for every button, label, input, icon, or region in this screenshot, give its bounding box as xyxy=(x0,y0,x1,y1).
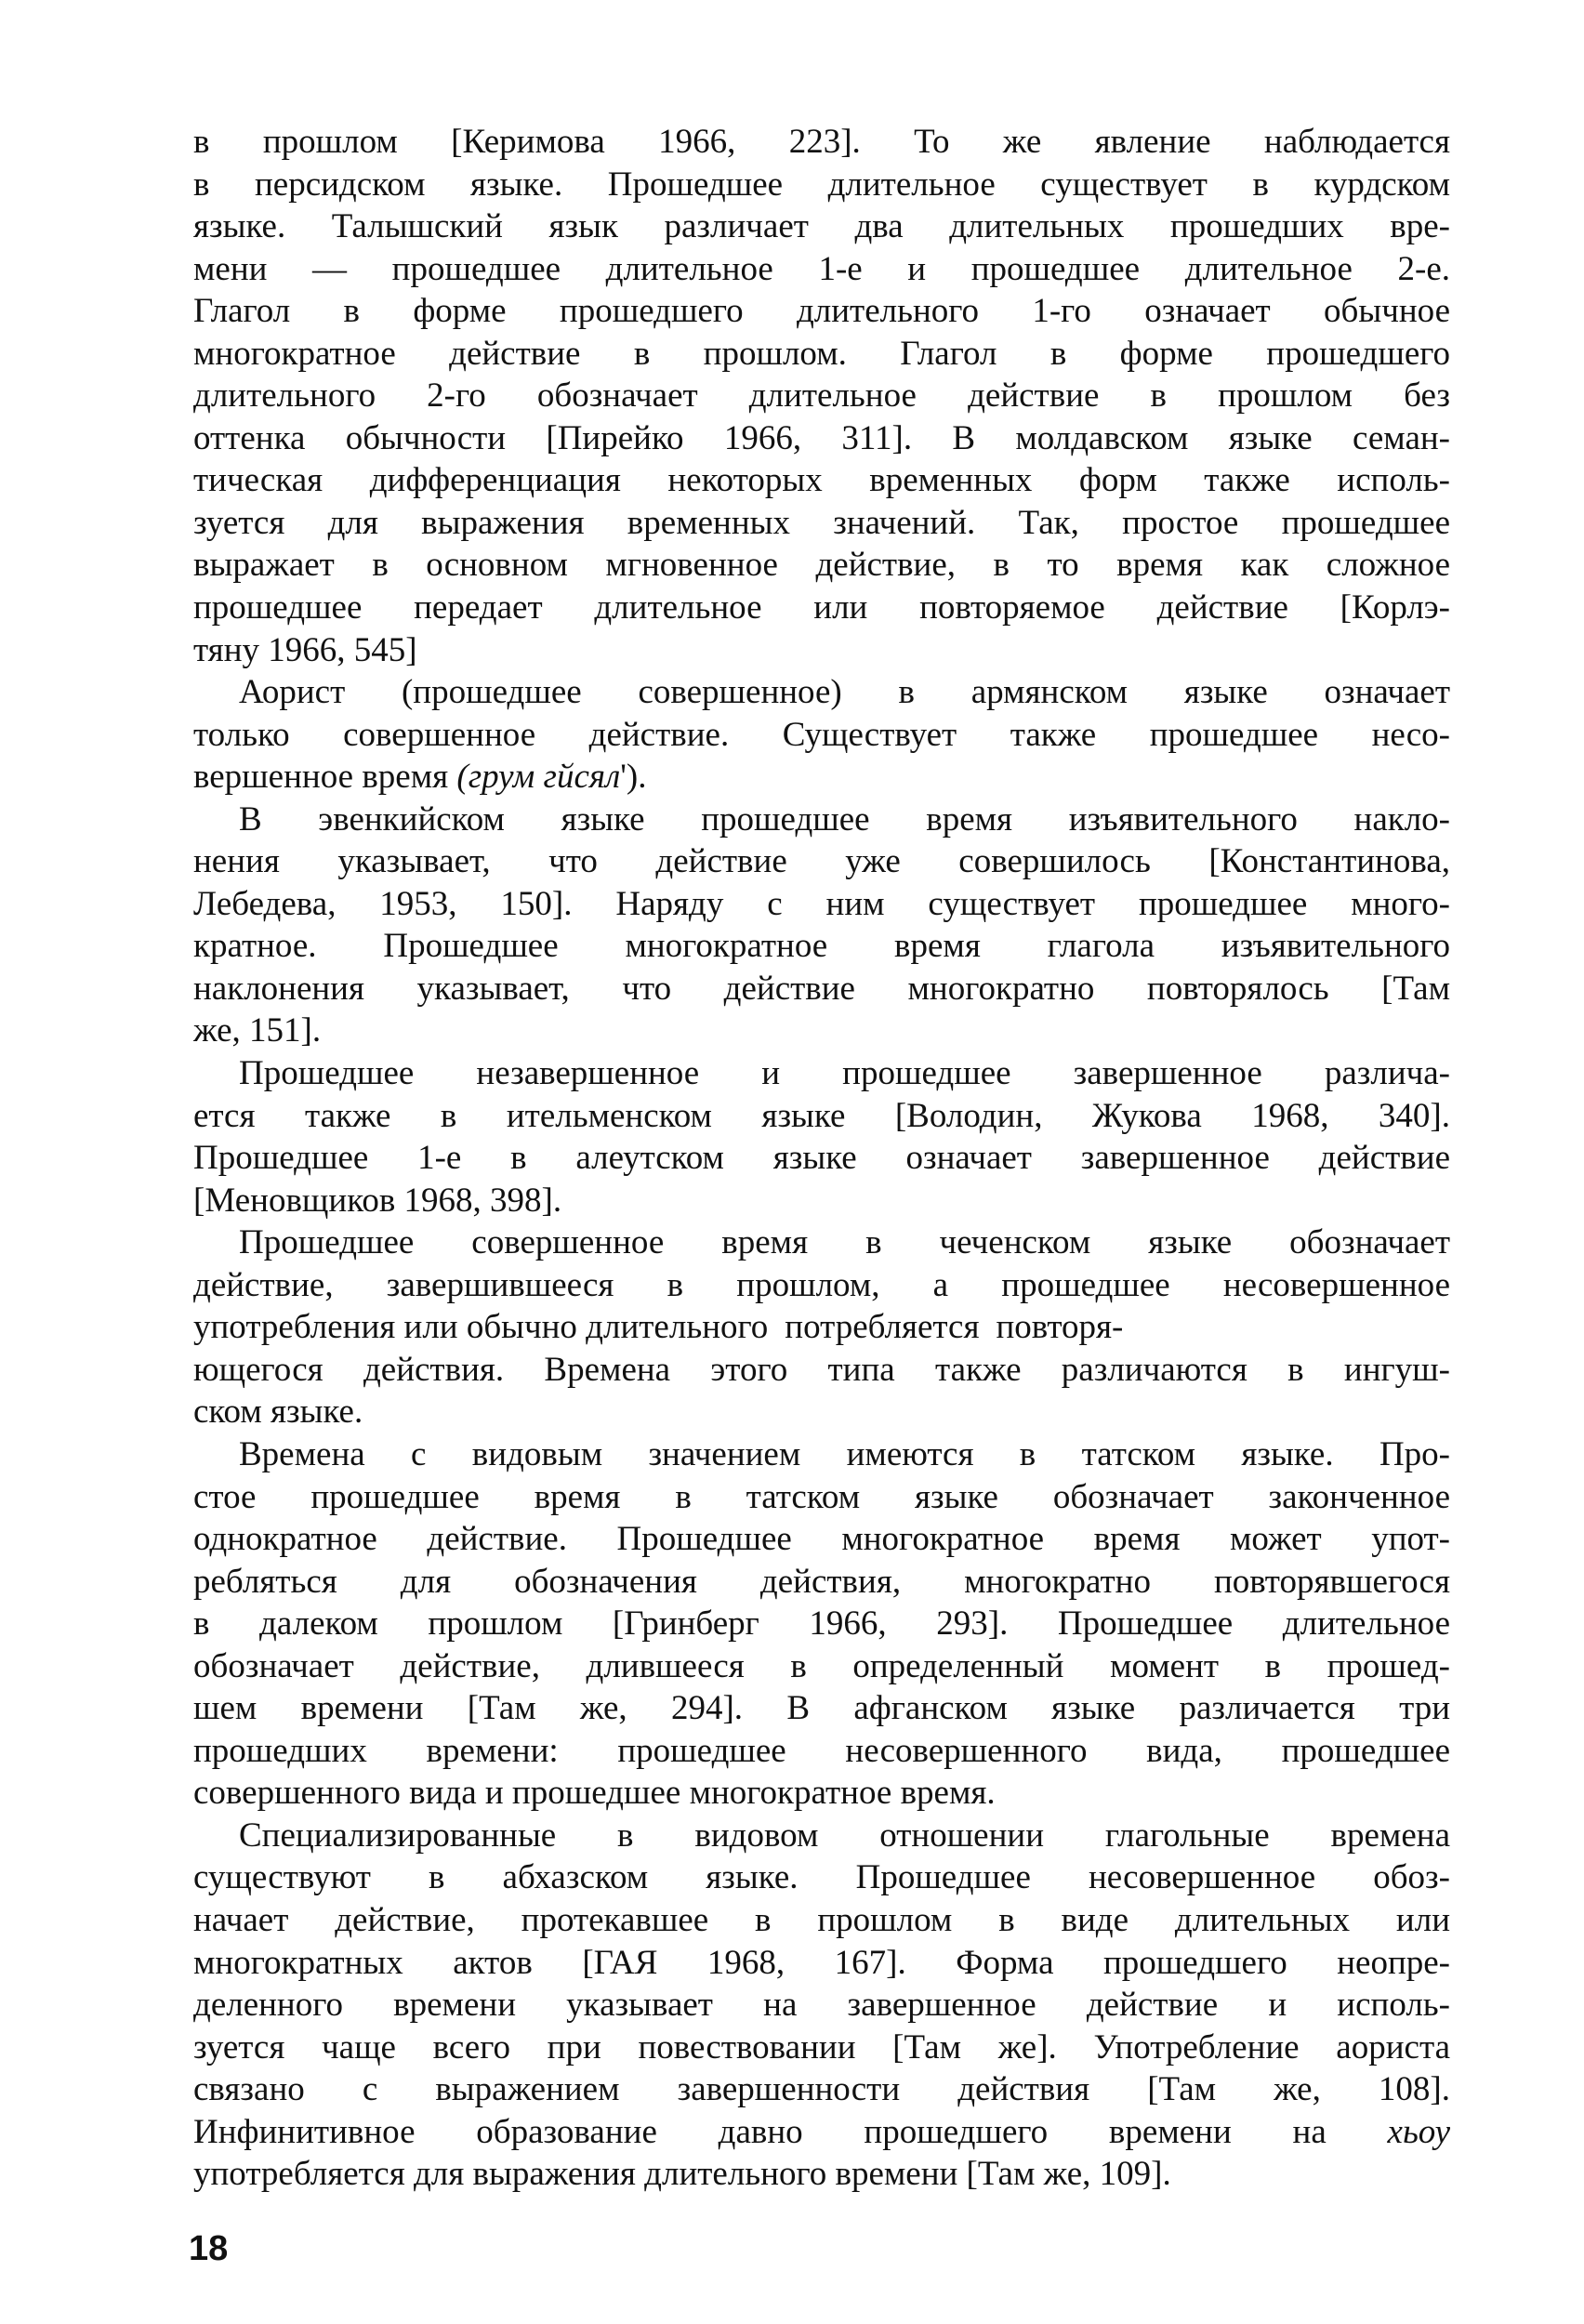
text-span: '). xyxy=(620,758,647,797)
text-line: наклонения указывает, что действие многократно повторялось [Там xyxy=(193,969,1450,1008)
paragraph xyxy=(193,1221,1450,1433)
text-line: Лебедева, 1953, 150]. Наряду с ним существует прошедшее много- xyxy=(193,884,1450,923)
text-line: начает действие, протекавшее в прошлом в виде длительных или xyxy=(193,1900,1450,1939)
text-line: ребляться для обозначения действия, многократно повторявшегося xyxy=(193,1562,1450,1601)
garbled-text-line xyxy=(193,1306,1450,1349)
text-line: Аорист (прошедшее совершенное) в армянском языке означает xyxy=(239,673,1450,712)
text-line: употребляется для выражения длительного времени [Там же, 109]. xyxy=(193,2155,1171,2194)
text-line: многократных актов [ГАЯ 1968, 167]. Форма прошедшего неопре- xyxy=(193,1943,1450,1982)
text-line: выражает в основном мгновенное действие, в то время как сложное xyxy=(193,546,1450,585)
text-line: ющегося действия. Времена этого типа также различаются в ингуш- xyxy=(193,1350,1450,1389)
text-span: Инфинитивное образование давно прошедшего времени на xyxy=(193,2112,1388,2151)
paragraph xyxy=(193,1433,1450,1815)
text-line: мени — прошедшее длительное 1-е и прошедшее длительное 2-е. xyxy=(193,249,1450,288)
text-line: тическая дифференциация некоторых временных форм также исполь- xyxy=(193,461,1450,500)
text-line: многократное действие в прошлом. Глагол в форме прошедшего xyxy=(193,334,1450,373)
text-line: зуется чаще всего при повествовании [Там же]. Употребление аориста xyxy=(193,2027,1450,2067)
text-line: кратное. Прошедшее многократное время глагола изъявительного xyxy=(193,927,1450,966)
text-line: совершенного вида и прошедшее многократное время. xyxy=(193,1774,996,1813)
text-line: прошедших времени: прошедшее несовершенного вида, прошедшее xyxy=(193,1731,1450,1770)
text-line: зуется для выражения временных значений. Так, простое прошедшее xyxy=(193,503,1450,542)
text-line: тяну 1966, 545] xyxy=(193,630,417,669)
text-line: Прошедшее незавершенное и прошедшее завершенное различа- xyxy=(239,1054,1450,1093)
text-line: стое прошедшее время в татском языке обозначает законченное xyxy=(193,1477,1450,1516)
text-line: Времена с видовым значением имеются в татском языке. Про- xyxy=(239,1434,1450,1473)
page-number: 18 xyxy=(189,2229,229,2268)
text-line: длительного 2-го обозначает длительное действие в прошлом без xyxy=(193,376,1450,416)
text-line: действие, завершившееся в прошлом, а прошедшее несовершенное xyxy=(193,1265,1450,1304)
text-line: нения указывает, что действие уже совершилось [Константинова, xyxy=(193,842,1450,881)
text-span: употребления или обычно длительного xyxy=(193,1308,769,1347)
text-line xyxy=(193,2111,1450,2154)
text-line: только совершенное действие. Существует также прошедшее несо- xyxy=(193,715,1450,754)
paragraph xyxy=(193,121,1450,671)
paragraph xyxy=(193,1815,1450,2196)
paragraph xyxy=(193,799,1450,1052)
text-line: оттенка обычности [Пирейко 1966, 311]. В молдавском языке семан- xyxy=(193,418,1450,457)
text-line: в персидском языке. Прошедшее длительное существует в курдском xyxy=(193,165,1450,204)
text-line: прошедшее передает длительное или повторяемое действие [Корлэ- xyxy=(193,588,1450,627)
italic-term: (грум гйсял xyxy=(456,758,621,797)
text-line: связано с выражением завершенности действия [Там же, 108]. xyxy=(193,2070,1450,2109)
text-line: ется также в ительменском языке [Володин, Жукова 1968, 340]. xyxy=(193,1096,1450,1135)
page-body-text xyxy=(193,121,1450,2196)
text-line: обозначает действие, длившееся в определенный момент в прошед- xyxy=(193,1646,1450,1685)
text-line: шем времени [Там же, 294]. В афганском языке различается три xyxy=(193,1689,1450,1728)
text-line: существуют в абхазском языке. Прошедшее несовершенное обоз- xyxy=(193,1858,1450,1897)
text-line: Прошедшее 1-е в алеутском языке означает завершенное действие xyxy=(193,1139,1450,1178)
text-line: деленного времени указывает на завершенное действие и исполь- xyxy=(193,1986,1450,2025)
overlay-text: повторя- xyxy=(996,1308,1124,1347)
text-line: же, 151]. xyxy=(193,1011,322,1050)
text-line: В эвенкийском языке прошедшее время изъявительного накло- xyxy=(239,799,1450,838)
overlay-text: потребляется xyxy=(785,1308,980,1347)
text-line: в прошлом [Керимова 1966, 223]. То же явление наблюдается xyxy=(193,123,1450,161)
text-line: [Меновщиков 1968, 398]. xyxy=(193,1181,562,1220)
italic-term: хьоу xyxy=(1387,2112,1450,2151)
paragraph xyxy=(193,1052,1450,1221)
text-line: Глагол в форме прошедшего длительного 1-го означает обычное xyxy=(193,292,1450,331)
text-line: Специализированные в видовом отношении глагольные времена xyxy=(239,1816,1450,1855)
text-line: языке. Талышский язык различает два длительных прошедших вре- xyxy=(193,207,1450,246)
text-span: вершенное время xyxy=(193,758,457,797)
paragraph xyxy=(193,671,1450,799)
text-line: Прошедшее совершенное время в чеченском языке обозначает xyxy=(239,1223,1450,1262)
text-line: ском языке. xyxy=(193,1393,363,1432)
text-line: в далеком прошлом [Гринберг 1966, 293]. Прошедшее длительное xyxy=(193,1604,1450,1644)
text-line xyxy=(193,756,1450,799)
text-line: однократное действие. Прошедшее многократное время может упот- xyxy=(193,1520,1450,1559)
